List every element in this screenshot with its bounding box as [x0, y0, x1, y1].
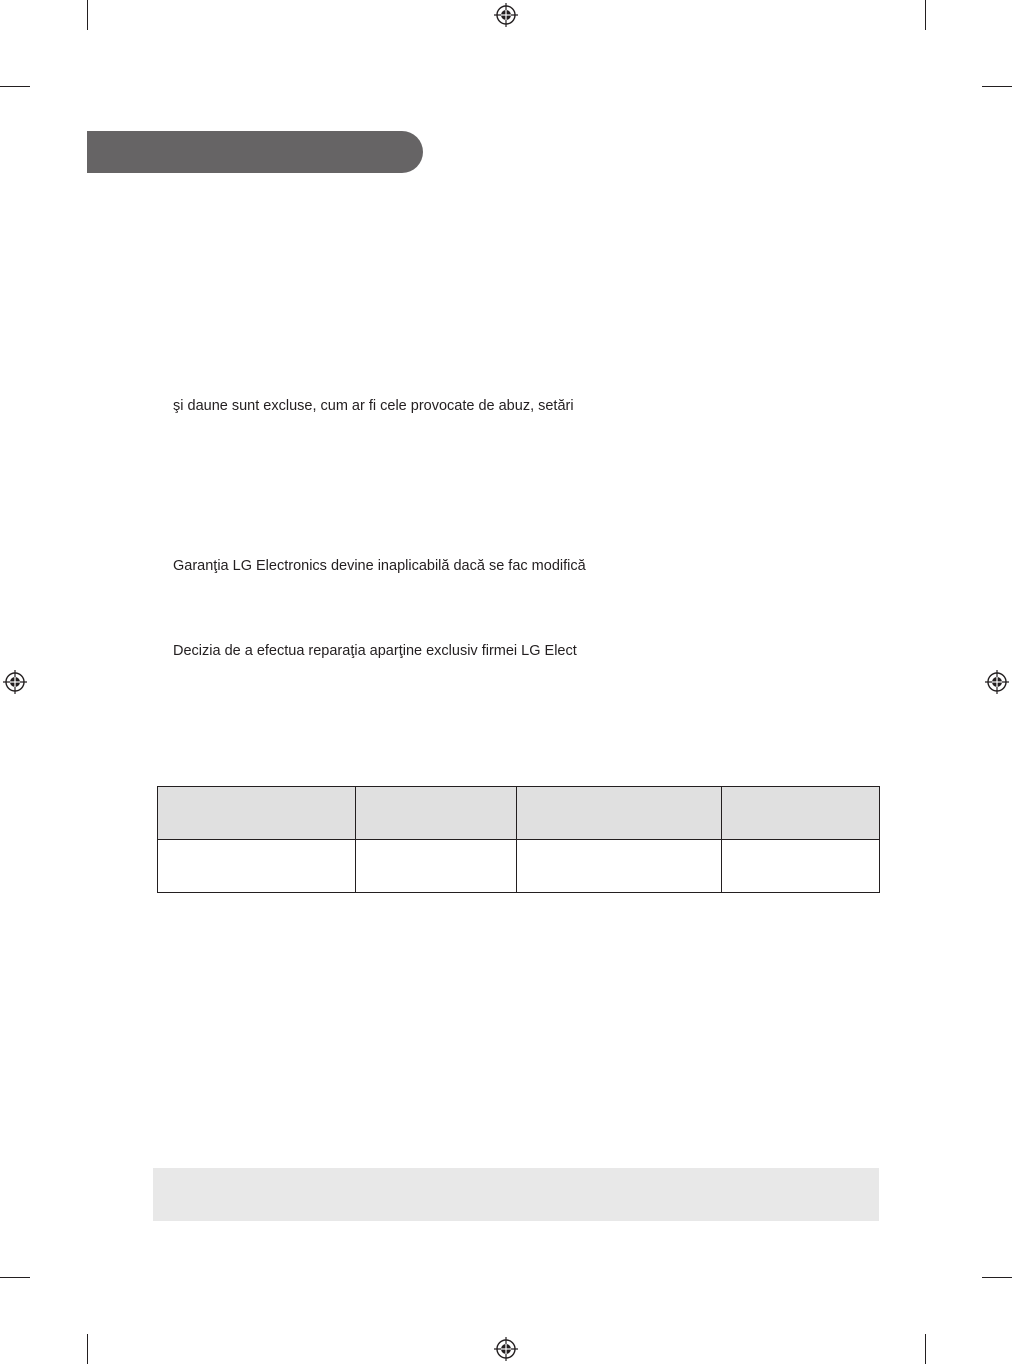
- table-cell: [517, 840, 722, 893]
- table-header-cell: [158, 787, 356, 840]
- table-header-cell: [517, 787, 722, 840]
- crop-mark-top-left-vertical: [87, 0, 88, 30]
- registration-mark-top-icon: [493, 2, 519, 28]
- registration-mark-left-icon: [2, 669, 28, 695]
- crop-mark-bottom-right-horizontal: [982, 1277, 1012, 1278]
- crop-mark-bottom-right-vertical: [925, 1334, 926, 1364]
- table-cell: [158, 840, 356, 893]
- crop-mark-bottom-left-vertical: [87, 1334, 88, 1364]
- table-header-cell: [356, 787, 517, 840]
- crop-mark-top-right-horizontal: [982, 86, 1012, 87]
- registration-mark-right-icon: [984, 669, 1010, 695]
- section-header-bar: [87, 131, 423, 173]
- table-row: [158, 840, 880, 893]
- table-cell: [356, 840, 517, 893]
- table-cell: [722, 840, 880, 893]
- registration-mark-bottom-icon: [493, 1336, 519, 1362]
- paragraph-repair-decision: Decizia de a efectua reparaţia aparţine exclusiv firmei LG Elect: [173, 643, 577, 659]
- paragraph-warranty-void: Garanţia LG Electronics devine inaplicabilă dacă se fac modifică: [173, 558, 586, 574]
- note-box: [153, 1168, 879, 1221]
- paragraph-exclusions: şi daune sunt excluse, cum ar fi cele provocate de abuz, setări: [173, 398, 574, 414]
- crop-mark-top-left-horizontal: [0, 86, 30, 87]
- table-header-row: [158, 787, 880, 840]
- crop-mark-top-right-vertical: [925, 0, 926, 30]
- warranty-table: [157, 786, 880, 893]
- table-header-cell: [722, 787, 880, 840]
- crop-mark-bottom-left-horizontal: [0, 1277, 30, 1278]
